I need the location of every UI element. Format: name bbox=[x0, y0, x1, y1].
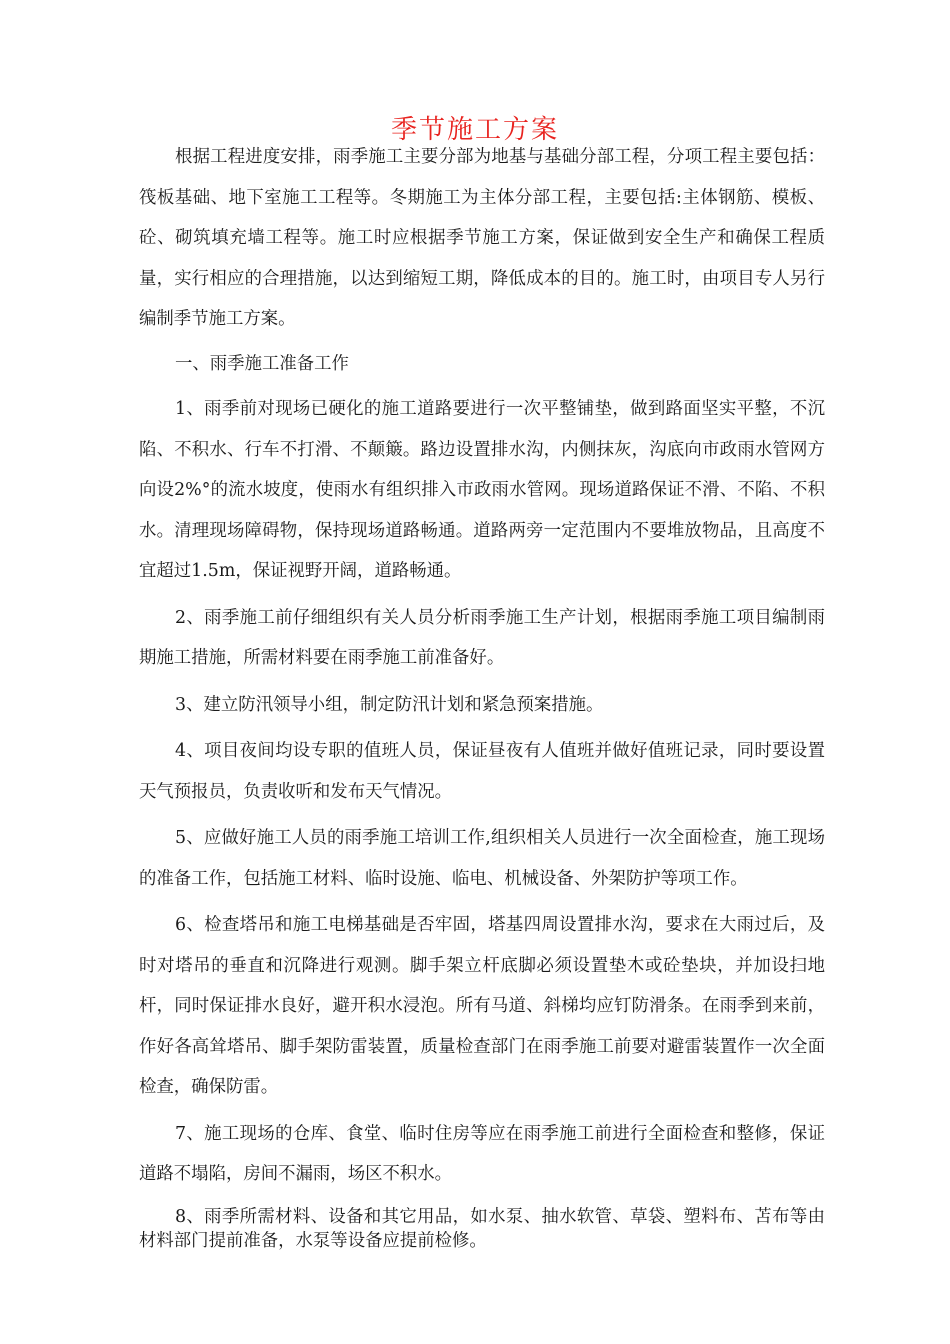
list-item-3: 3、建立防汛领导小组，制定防汛计划和紧急预案措施。 bbox=[175, 694, 604, 715]
list-item-5: 5、应做好施工人员的雨季施工培训工作,组织相关人员进行一次全面检查，施工现场的准备工作，包括施工材料、临时设施、临电、机械设备、外架防护等项工作。 bbox=[139, 828, 825, 889]
list-item-4: 4、项目夜间均设专职的值班人员，保证昼夜有人值班并做好值班记录，同时要设置天气预报员，负责收听和发布天气情况。 bbox=[139, 741, 825, 802]
list-item-7: 7、施工现场的仓库、食堂、临时住房等应在雨季施工前进行全面检查和整修，保证道路不塌陷，房间不漏雨，场区不积水。 bbox=[139, 1123, 825, 1184]
list-item-1: 1、雨季前对现场已硬化的施工道路要进行一次平整铺垫，做到路面坚实平整，不沉陷、不积水、行车不打滑、不颠簸。路边设置排水沟，内侧抹灰，沟底向市政雨水管网方向设2%°的流水坡度，使雨水有组织排入市政雨水管网。现场道路保证不滑、不陷、不积水。清理现场障碍物，保持现场道路畅通。道路两旁一定范围内不要堆放物品，且高度不宜超过1.5m，保证视野开阔，道路畅通。 bbox=[139, 399, 825, 581]
list-item-6: 6、检查塔吊和施工电梯基础是否牢固，塔基四周设置排水沟，要求在大雨过后，及时对塔吊的垂直和沉降进行观测。脚手架立杆底脚必须设置垫木或砼垫块，并加设扫地杆，同时保证排水良好，避开积水浸泡。所有马道、斜梯均应钉防滑条。在雨季到来前，作好各高耸塔吊、脚手架防雷装置，质量检查部门在雨季施工前要对避雷装置作一次全面检查，确保防雷。 bbox=[139, 915, 825, 1097]
section-heading-rainy-season-preparation: 一、雨季施工准备工作 bbox=[175, 353, 349, 374]
list-item-8: 8、雨季所需材料、设备和其它用品，如水泵、抽水软管、草袋、塑料布、苫布等由材料部门提前准备，水泵等设备应提前检修。 bbox=[139, 1206, 825, 1251]
document-body bbox=[139, 137, 825, 1253]
list-item-2: 2、雨季施工前仔细组织有关人员分析雨季施工生产计划，根据雨季施工项目编制雨期施工措施，所需材料要在雨季施工前准备好。 bbox=[139, 607, 825, 668]
intro-paragraph: 根据工程进度安排，雨季施工主要分部为地基与基础分部工程，分项工程主要包括：筏板基础、地下室施工工程等。冬期施工为主体分部工程，主要包括:主体钢筋、模板、砼、砌筑填充墙工程等。施工时应根据季节施工方案，保证做到安全生产和确保工程质量，实行相应的合理措施，以达到缩短工期，降低成本的目的。施工时，由项目专人另行编制季节施工方案。 bbox=[139, 147, 825, 329]
document-title: 季节施工方案 bbox=[390, 115, 559, 145]
